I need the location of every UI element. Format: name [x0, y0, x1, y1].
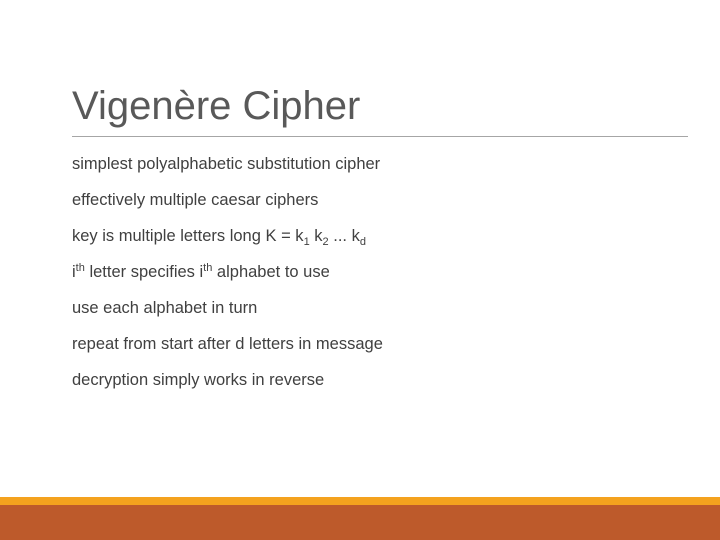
bullet-text: repeat from start after d letters in message [72, 335, 383, 353]
superscript: th [75, 262, 85, 274]
bullet-list [72, 146, 383, 398]
footer-band [0, 505, 720, 540]
bullet-text: use each alphabet in turn [72, 299, 258, 317]
bullet-text-pre: i [72, 263, 76, 281]
bullet-item [72, 362, 383, 398]
bullet-item [72, 146, 383, 182]
bullet-item [72, 290, 383, 326]
subscript: 1 [303, 236, 310, 248]
footer-accent-stripe [0, 497, 720, 505]
bullet-text-mid: letter specifies i [84, 263, 204, 281]
bullet-item [72, 254, 383, 290]
title-divider [72, 136, 688, 137]
bullet-text: decryption simply works in reverse [72, 371, 325, 389]
bullet-text-mid: k [309, 227, 323, 245]
bullet-text-pre: key is multiple letters long K = k [72, 227, 304, 245]
bullet-text: simplest polyalphabetic substitution cipher [72, 155, 381, 173]
slide-title: Vigenère Cipher [72, 84, 361, 128]
bullet-item [72, 182, 383, 218]
subscript: d [359, 236, 366, 248]
bullet-item [72, 218, 383, 254]
bullet-text-mid: ... k [328, 227, 360, 245]
bullet-item [72, 326, 383, 362]
superscript: th [203, 262, 213, 274]
bullet-text-post: alphabet to use [212, 263, 330, 281]
subscript: 2 [322, 236, 329, 248]
bullet-text: effectively multiple caesar ciphers [72, 191, 319, 209]
